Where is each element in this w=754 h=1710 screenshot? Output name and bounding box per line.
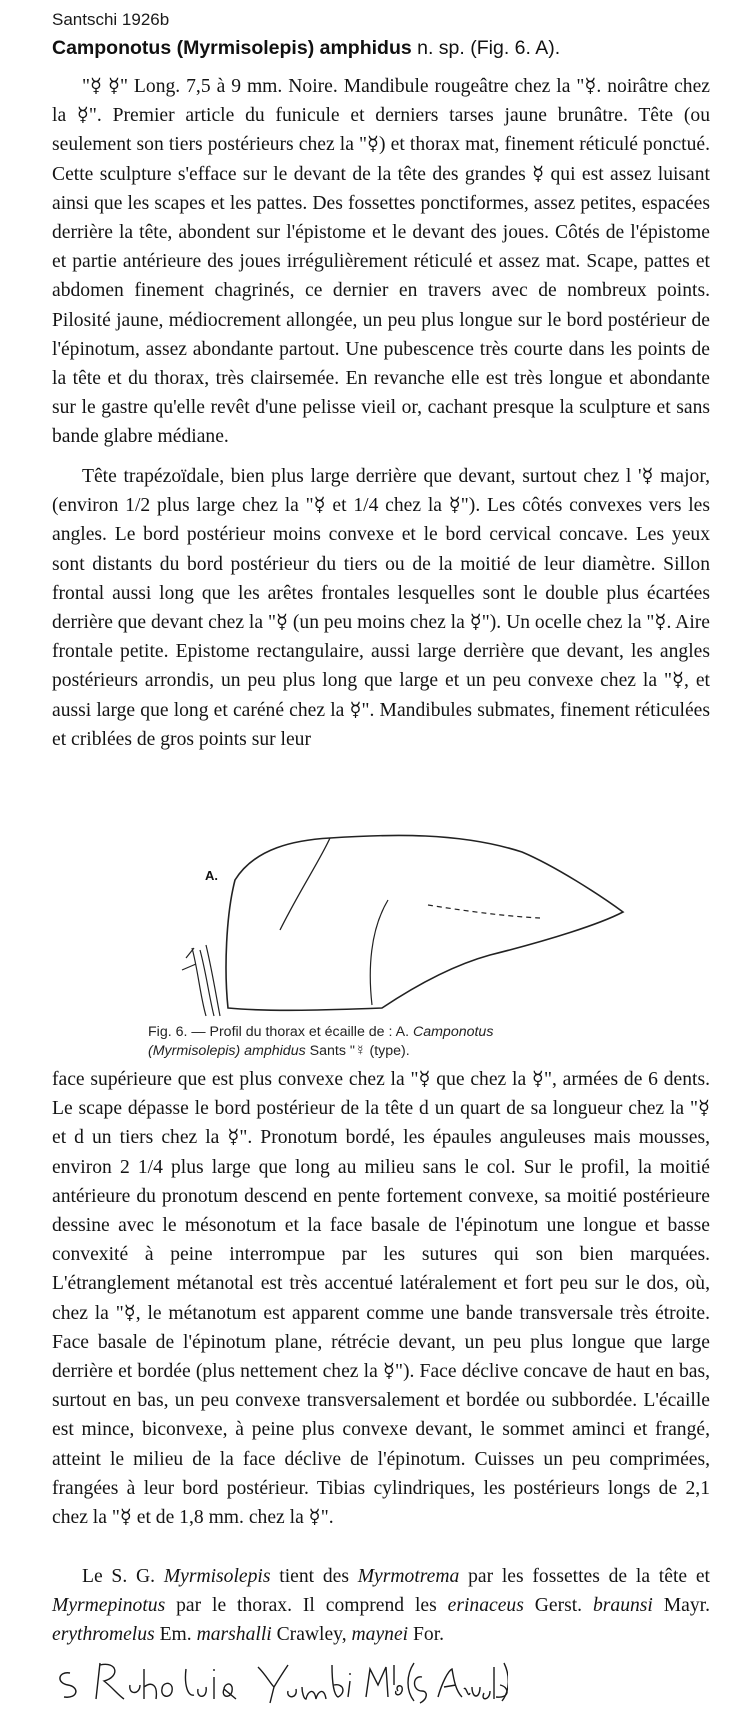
taxon-name: erinaceus (447, 1595, 524, 1617)
thorax-profile-figure (130, 820, 630, 1020)
paragraph-text: "☿ ☿" Long. 7,5 à 9 mm. Noire. Mandibule rougeâtre chez la "☿. noirâtre chez la ☿". Premier article du funicule et derniers tarses jaune brunâtre. Tête (ou seulement son tiers postérieurs chez la "☿) et thorax mat, finement réticulé ponctué. Cette sculpture s'efface sur le devant de la tête des grandes ☿ qui est assez luisant ainsi que les scapes et les pattes. Des fossettes ponctiformes, assez petites, espacées derrière la tête, abondent sur l'épistome et le devant des joues. Côtés de l'épistome et partie antérieure des joues irrégulièrement réticulé et assez mat. Scape, pattes et abdomen finement chagrinés, ce dernier en travers avec de nombreux points. Pilosité jaune, médiocrement allongée, un peu plus longue sur le bord postérieur de l'épinotum, assez abondante partout. Une pubescence très courte dans les points de la tête et du thorax, très clairsemée. En revanche elle est très longue et abondante sur le gastre qu'elle revêt d'une pelisse vieil or, cachant presque la sculpture et sans bande glabre médiane. (52, 76, 710, 448)
subgenus-remarks-paragraph (52, 1562, 710, 1650)
taxon-name: Myrmisolepis (163, 1566, 271, 1587)
caption-species: (Myrmisolepis) amphidus (148, 1043, 306, 1059)
dashed-epinotum-line (428, 905, 540, 918)
text-run: Le S. G. (82, 1566, 164, 1587)
paragraph-text (52, 1562, 710, 1650)
text-run: Mayr. (652, 1595, 711, 1617)
species-name: Camponotus (Myrmisolepis) amphidus (52, 37, 412, 59)
taxon-name: braunsi (592, 1595, 653, 1617)
text-run: For. (408, 1624, 445, 1646)
description-paragraph-2 (52, 462, 710, 754)
taxon-name: Myrmotrema (357, 1566, 460, 1587)
text-run: par le thorax. Il comprend les (165, 1595, 448, 1617)
suture-line-2 (370, 900, 388, 1005)
figure-caption (148, 1023, 618, 1061)
taxon-name: maynei (351, 1624, 409, 1646)
taxon-name: Myrmepinotus (52, 1595, 166, 1617)
taxon-name: erythromelus (52, 1624, 155, 1646)
thorax-outline (226, 835, 623, 1010)
taxon-name: marshalli (196, 1624, 272, 1646)
text-run: Crawley, (271, 1624, 352, 1646)
handwritten-locality-note (48, 1655, 508, 1705)
species-heading-suffix: n. sp. (Fig. 6. A). (417, 37, 561, 59)
caption-text: Fig. 6. — Profil du thorax et écaille de : A. (148, 1024, 413, 1040)
figure-label: A. (205, 868, 218, 883)
species-heading (52, 37, 712, 60)
text-run: Em. (154, 1624, 197, 1646)
text-run: tient des (270, 1566, 358, 1587)
description-paragraph-3 (52, 1065, 710, 1532)
suture-line-1 (280, 838, 330, 930)
paragraph-text: face supérieure que est plus convexe chez la "☿ que chez la ☿", armées de 6 dents. Le scape dépasse le bord postérieur de la tête d un quart de sa longueur chez la "☿ et d un tiers chez la ☿". Pronotum bordé, les épaules anguleuses mais mousses, environ 2 1/4 plus large que long au milieu sans le col. Sur le profil, la moitié antérieure du pronotum descend en pente fortement convexe, sa moitié postérieure dessine avec le mésonotum et la face basale de l'épinotum une longue et basse convexité à peine interrompue par les sutures qui son bien marquées. L'étranglement métanotal est très accentué latéralement et fort peu sur le dos, où, chez la "☿, le métanotum est apparent comme une bande transversale très étroite. Face basale de l'épinotum plane, rétrécie devant, un peu plus longue que large derrière et bordée (plus nettement chez la ☿"). Face déclive concave de haut en bas, surtout en bas, un peu convexe transversalement et bordée ou subbordée. L'écaille est mince, biconvexe, à peine plus convexe devant, le sommet aminci et frangé, atteint le milieu de la face déclive de l'épinotum. Cuisses un peu comprimées, frangées à leur bord postérieur. Tibias cylindriques, les postérieurs longs de 2,1 chez la "☿ et de 1,8 mm. chez la ☿". (52, 1069, 710, 1529)
paragraph-text: Tête trapézoïdale, bien plus large derrière que devant, surtout chez l '☿ major, (environ 1/2 plus large chez la "☿ et 1/4 chez la ☿"). Les côtés convexes vers les angles. Le bord postérieur moins convexe et le bord cervical concave. Les yeux sont distants du bord postérieur du tiers ou de la moitié de leur diamètre. Sillon frontal aussi long que les arêtes frontales lesquelles sont le double plus écartées derrière que devant chez la "☿ (un peu moins chez la ☿"). Un ocelle chez la "☿. Aire frontale petite. Epistome rectangulaire, aussi large derrière que devant, les angles postérieurs arrondis, un peu plus long que large et un peu convexe chez la "☿, et aussi large que long et caréné chez la ☿". Mandibules submates, finement réticulées et criblées de gros points sur leur (52, 466, 710, 750)
text-run: Gerst. (523, 1595, 593, 1617)
source-citation: Santschi 1926b (52, 10, 170, 29)
text-run: par les fossettes de la tête et (459, 1566, 710, 1587)
caption-end: Sants "☿ (type). (305, 1043, 410, 1059)
caption-genus: Camponotus (412, 1024, 494, 1040)
petiole-scale (182, 945, 220, 1016)
description-paragraph-1 (52, 72, 710, 452)
